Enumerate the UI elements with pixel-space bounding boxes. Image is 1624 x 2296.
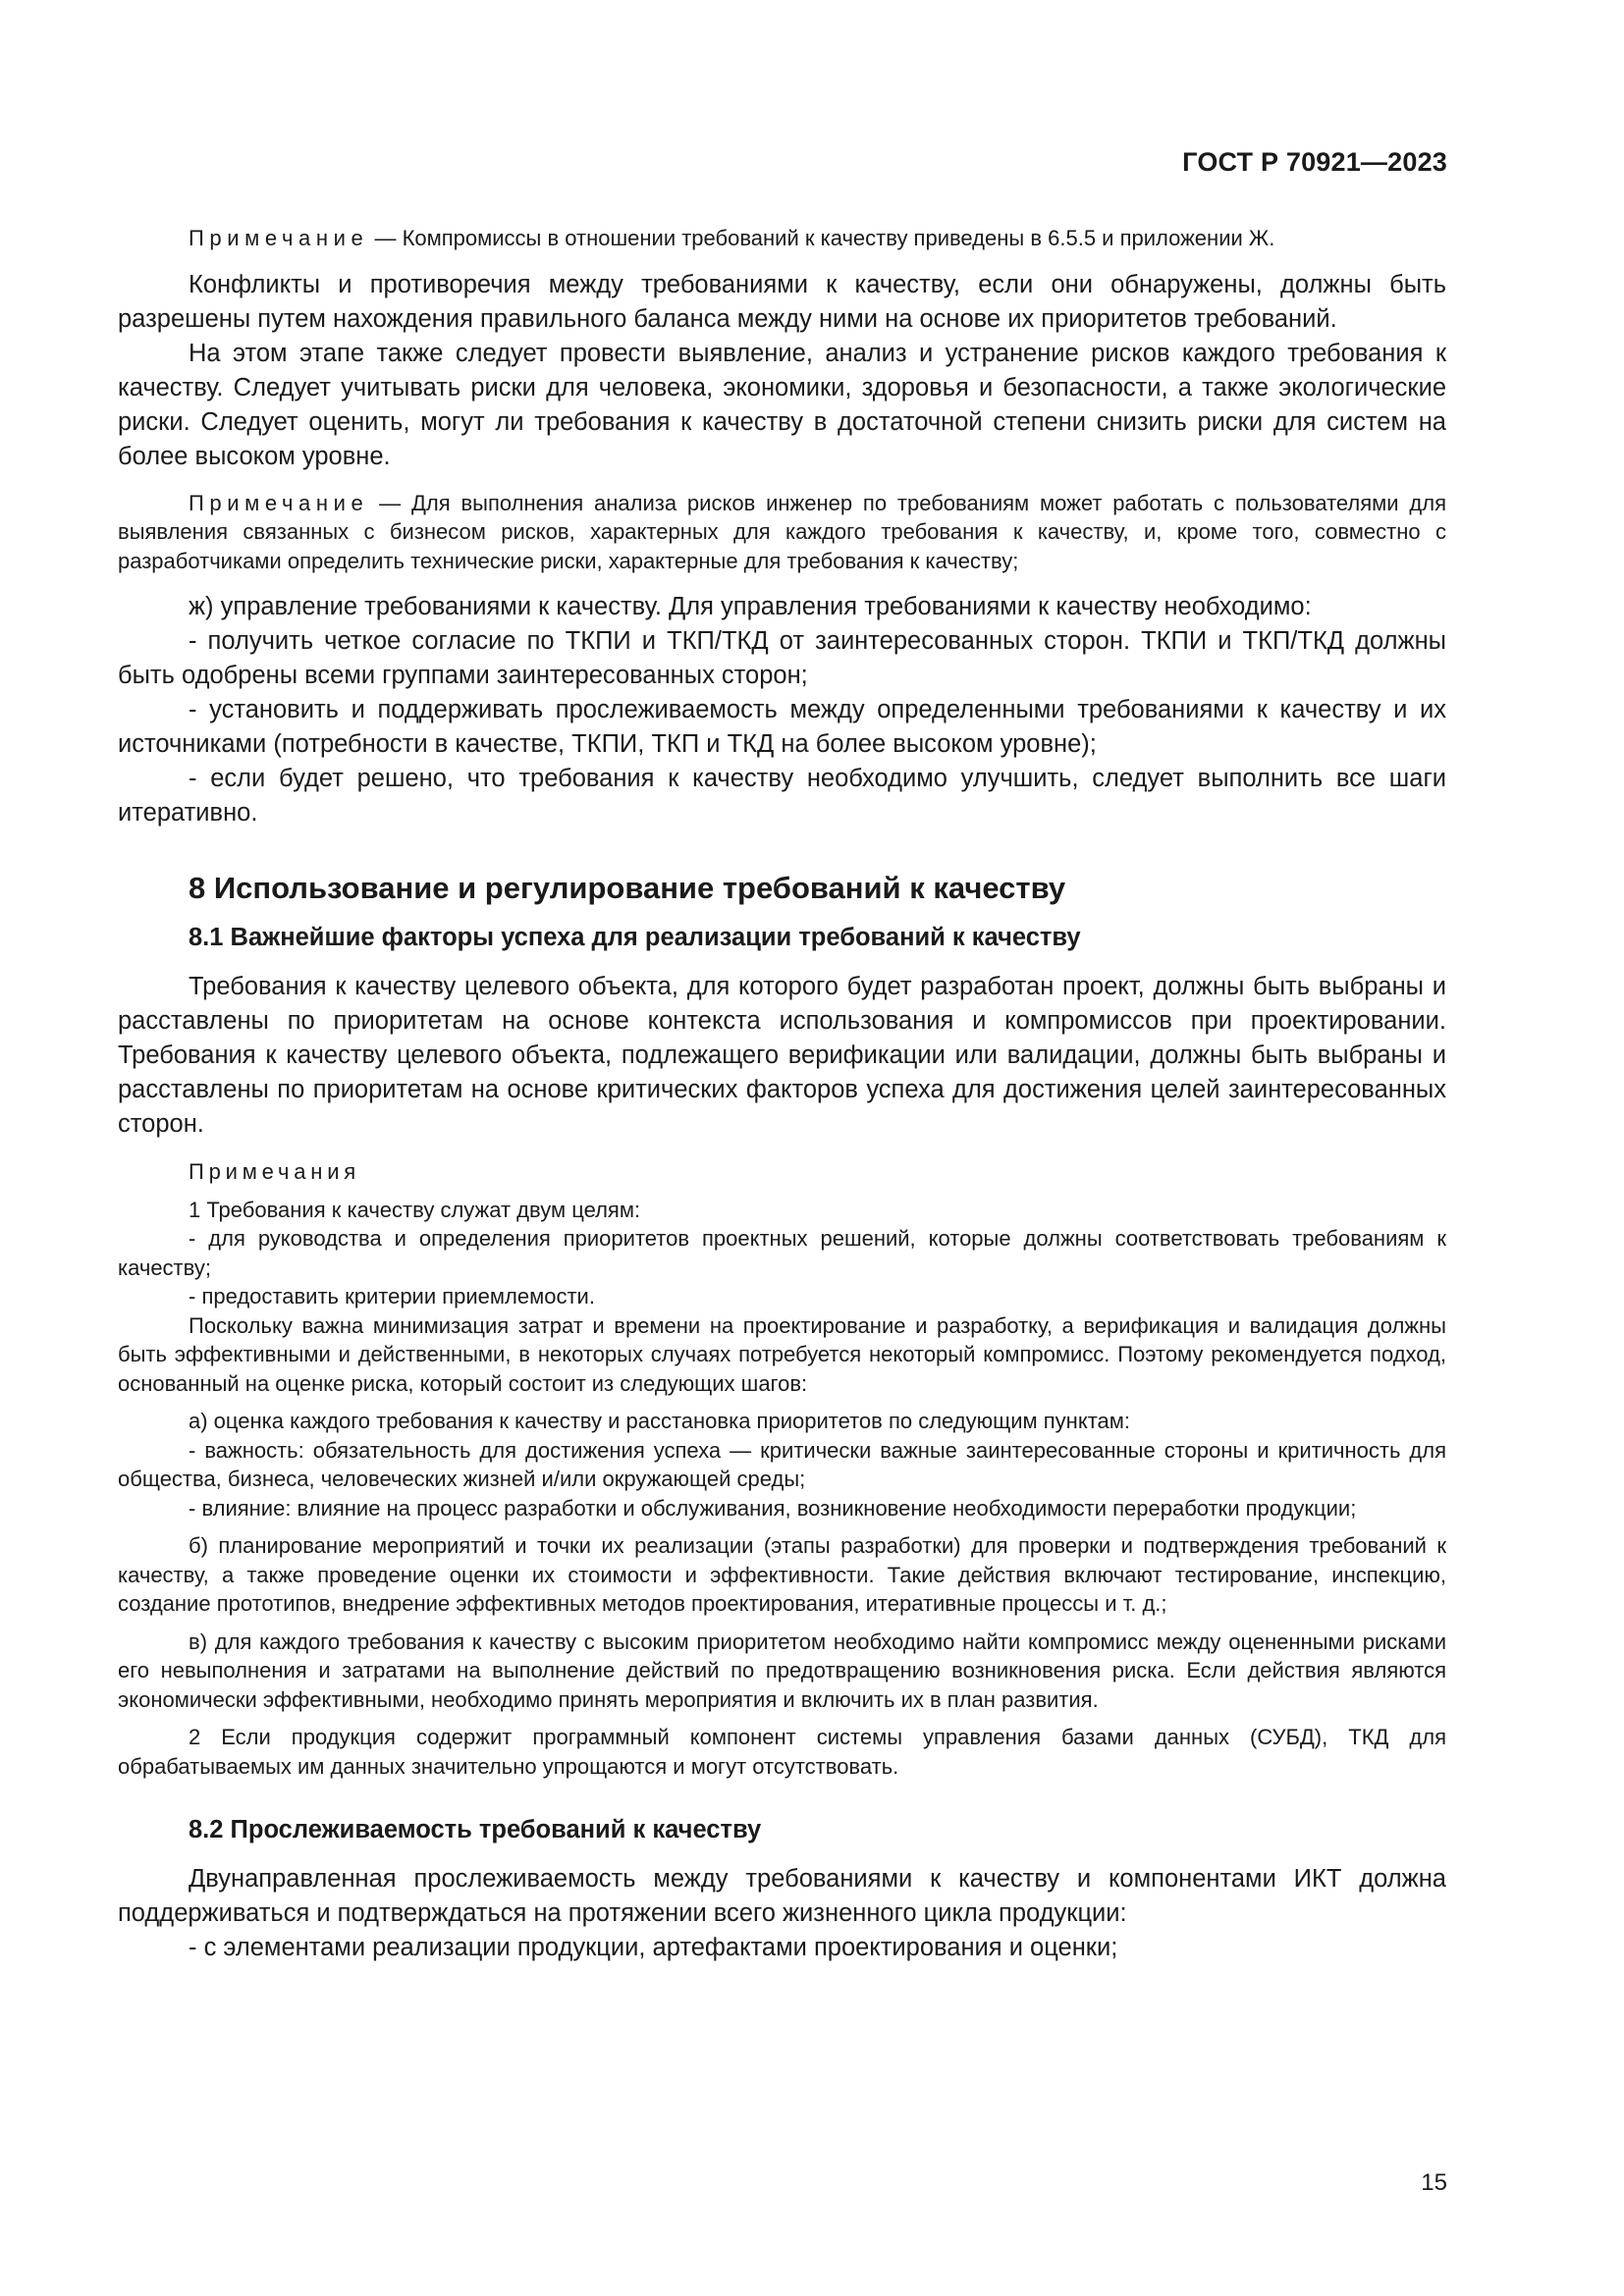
notes-heading: Примечания: [189, 1159, 361, 1184]
paragraph: Двунаправленная прослеживаемость между требованиями к качеству и компонентами ИКТ должна поддерживаться и подтверждаться на протяжении всего жизненного цикла продукции:: [118, 1865, 1446, 1927]
note-list-item: б) планирование мероприятий и точки их реализации (этапы разработки) для проверки и подтверждения требований к качеству, а также проведение оценки их стоимости и эффективности. Такие действия включают тестирование, инспекцию, создание прототипов, внедрение эффективных методов проектирования, итеративные процессы и т. д.;: [118, 1533, 1446, 1616]
list-item: - если будет решено, что требования к качеству необходимо улучшить, следует выполнить все шаги итеративно.: [118, 765, 1446, 827]
note-paragraph: 2 Если продукция содержит программный компонент системы управления базами данных (СУБД), ТКД для обрабатываемых им данных значительно упрощаются и могут отсутствовать.: [118, 1725, 1446, 1779]
note-list-item: - важность: обязательность для достижения успеха — критически важные заинтересованные стороны и критичность для общества, бизнеса, человеческих жизней и/или окружающей среды;: [118, 1437, 1446, 1491]
list-intro: ж) управление требованиями к качеству. Для управления требованиями к качеству необходимо:: [189, 593, 1312, 620]
page-number: 15: [1421, 2169, 1447, 2196]
section-heading: 8 Использование и регулирование требований к качеству: [189, 871, 1066, 905]
note-paragraph: [118, 224, 1446, 253]
list-item: - получить четкое согласие по ТКПИ и ТКП/ТКД от заинтересованных сторон. ТКПИ и ТКП/ТКД должны быть одобрены всеми группами заинтересованных сторон;: [118, 627, 1446, 689]
note-list-item: - предоставить критерии приемлемости.: [189, 1284, 595, 1308]
page-content: [118, 224, 1446, 1965]
note-paragraph: [118, 489, 1446, 576]
note-list-item: - для руководства и определения приоритетов проектных решений, которые должны соответствовать требованиям к качеству;: [118, 1226, 1446, 1280]
document-code: ГОСТ Р 70921—2023: [1182, 147, 1447, 177]
note-text: — Компромиссы в отношении требований к качеству приведены в 6.5.5 и приложении Ж.: [374, 226, 1275, 250]
list-item: - с элементами реализации продукции, артефактами проектирования и оценки;: [189, 1934, 1118, 1961]
note-paragraph: Поскольку важна минимизация затрат и времени на проектирование и разработку, а верификация и валидация должны быть эффективными и действенными, в некоторых случаях потребуется некоторый компромисс. Поэтому рекомендуется подход, основанный на оценке риска, который состоит из следующих шагов:: [118, 1312, 1446, 1396]
note-paragraph: 1 Требования к качеству служат двум целям:: [189, 1197, 641, 1222]
list-item: - установить и поддерживать прослеживаемость между определенными требованиями к качеству и их источниками (потребности в качестве, ТКПИ, ТКП и ТКД на более высоком уровне);: [118, 696, 1446, 758]
note-text: — Для выполнения анализа рисков инженер по требованиям может работать с пользователями для выявления связанных с бизнесом рисков, характерных для каждого требования к качеству, и, кроме того, совместно с разработчиками определить технические риски, характерные для требования к качеству;: [118, 490, 1446, 573]
paragraph: Конфликты и противоречия между требованиями к качеству, если они обнаружены, должны быть разрешены путем нахождения правильного баланса между ними на основе их приоритетов требований.: [118, 270, 1446, 333]
note-list-item: в) для каждого требования к качеству с высоким приоритетом необходимо найти компромисс между оцененными рисками его невыполнения и затратами на выполнение действий по предотвращению возникновения риска. Если действия являются экономически эффективными, необходимо принять мероприятия и включить их в план развития.: [118, 1629, 1446, 1712]
paragraph: На этом этапе также следует провести выявление, анализ и устранение рисков каждого требования к качеству. Следует учитывать риски для человека, экономики, здоровья и безопасности, а также экологические риски. Следует оценить, могут ли требования к качеству в достаточной степени снизить риски для систем на более высоком уровне.: [118, 339, 1446, 470]
note-list-item: - влияние: влияние на процесс разработки и обслуживания, возникновение необходимости переработки продукции;: [189, 1495, 1357, 1521]
paragraph: Требования к качеству целевого объекта, для которого будет разработан проект, должны быть выбраны и расставлены по приоритетам на основе контекста использования и компромиссов при проектировании. Требования к качеству целевого объекта, подлежащего верификации или валидации, должны быть выбраны и расставлены по приоритетам на основе критических факторов успеха для достижения целей заинтересованных сторон.: [118, 973, 1446, 1138]
subsection-heading: 8.1 Важнейшие факторы успеха для реализации требований к качеству: [189, 924, 1081, 951]
note-label: Примечание: [189, 490, 369, 515]
note-list-item: а) оценка каждого требования к качеству и расстановка приоритетов по следующим пунктам:: [189, 1409, 1130, 1433]
subsection-heading: 8.2 Прослеживаемость требований к качеству: [189, 1816, 762, 1843]
note-label: Примечание: [189, 226, 369, 250]
